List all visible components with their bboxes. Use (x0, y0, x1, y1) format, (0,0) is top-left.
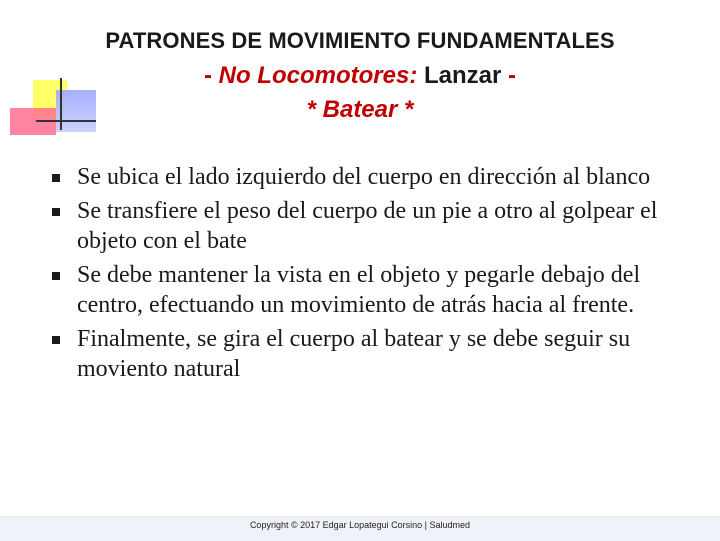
slide-title: PATRONES DE MOVIMIENTO FUNDAMENTALES (105, 28, 615, 53)
bullet-text: Se debe mantener la vista en el objeto y pegarle debajo del centro, efectuando un movimiento de atrás hacia al frente. (77, 262, 641, 318)
bullet-item (52, 162, 692, 192)
square-bullet-icon (52, 174, 60, 182)
subtitle-suffix: - (501, 62, 517, 89)
bullet-text: Finalmente, se gira el cuerpo al batear y se debe seguir su moviento natural (77, 326, 631, 382)
subtitle-category: No Locomotores: (218, 62, 418, 89)
bullet-item (52, 324, 692, 384)
slide-subtitle (0, 62, 720, 90)
slide-topic: * Batear * (306, 96, 414, 123)
subtitle-lanzar: Lanzar (417, 62, 502, 89)
subtitle-prefix: - (203, 62, 219, 89)
footer-copyright: Copyright © 2017 Edgar Lopategui Corsino | Saludmed (249, 520, 471, 530)
bullet-list (52, 162, 692, 388)
bullet-text: Se ubica el lado izquierdo del cuerpo en dirección al blanco (77, 164, 651, 190)
square-bullet-icon (52, 336, 60, 344)
square-bullet-icon (52, 208, 60, 216)
bullet-item (52, 196, 692, 256)
bullet-item (52, 260, 692, 320)
bullet-text: Se transfiere el peso del cuerpo de un pie a otro al golpear el objeto con el bate (77, 198, 658, 254)
square-bullet-icon (52, 272, 60, 280)
